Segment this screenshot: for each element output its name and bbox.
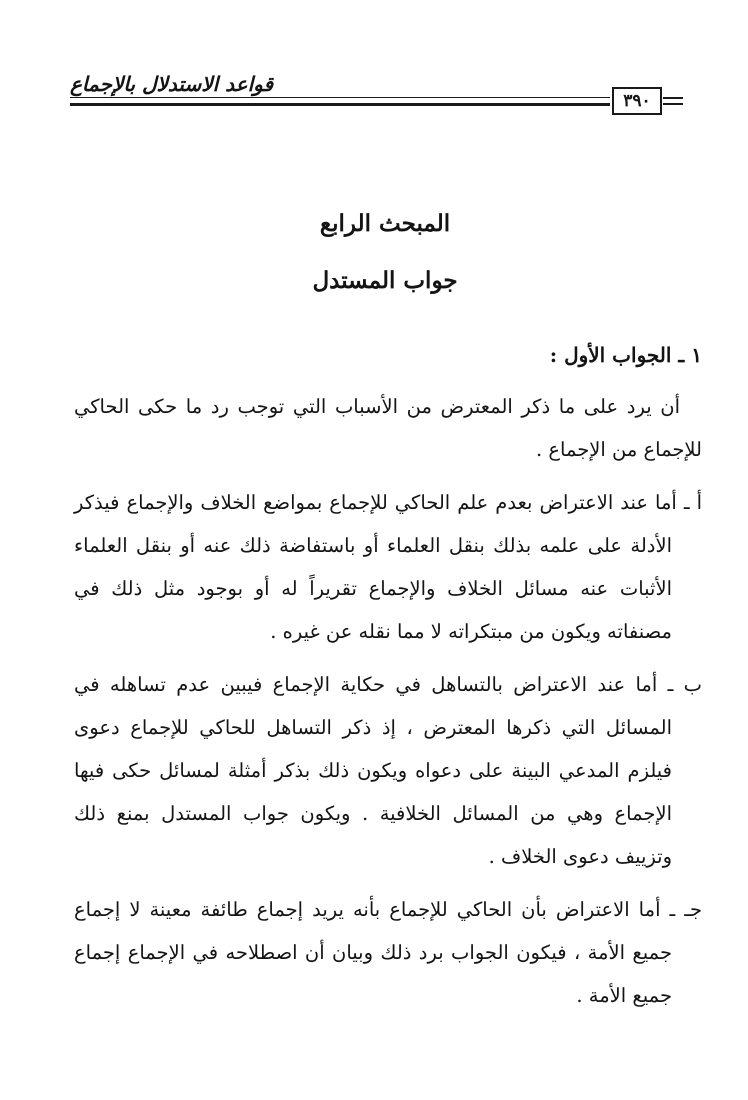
page-number: ٣٩٠	[612, 87, 662, 115]
answer-intro: أن يرد على ما ذكر المعترض من الأسباب التي توجب رد ما حكى الحاكي للإجماع من الإجماع .	[74, 395, 702, 461]
running-title: قواعد الاستدلال بالإجماع	[70, 72, 274, 96]
answer-item-b: ب ـ أما عند الاعتراض بالتساهل في حكاية الإجماع فيبين عدم تساهله في المسائل التي ذكرها المعترض ، إذ ذكر التساهل للحاكي للإجماع دعوى فيلزم المدعي البينة على دعواه ويكون ذلك بذكر أمثلة لمسائل حكى فيها الإجماع وهي من المسائل الخلافية . ويكون جواب المستدل بمنع ذلك وتزييف دعوى الخلاف .	[74, 673, 702, 868]
page-number-ornament	[663, 97, 683, 109]
body-text	[74, 334, 702, 1027]
section-subtitle: جواب المستدل	[312, 267, 458, 294]
header-rule-thin	[70, 97, 610, 98]
section-title: المبحث الرابع	[319, 210, 451, 237]
header-rule-thick	[70, 103, 610, 106]
answer-item-c: جـ ـ أما الاعتراض بأن الحاكي للإجماع بأنه يريد إجماع طائفة معينة لا إجماع جميع الأمة ، فيكون الجواب برد ذلك وبيان أن اصطلاحه في الإجماع إجماع جميع الأمة .	[74, 898, 702, 1007]
answer-item-a: أ ـ أما عند الاعتراض بعدم علم الحاكي للإجماع بمواضع الخلاف والإجماع فيذكر الأدلة على علمه بذلك بنقل العلماء أو باستفاضة ذلك عنه أو بنقل العلماء الأثبات عنه مسائل الخلاف والإجماع تقريراً له أو بوجود مثل ذلك في مصنفاته ويكون من مبتكراته لا مما نقله عن غيره .	[74, 491, 702, 643]
answer-heading: ١ ـ الجواب الأول :	[549, 343, 702, 367]
